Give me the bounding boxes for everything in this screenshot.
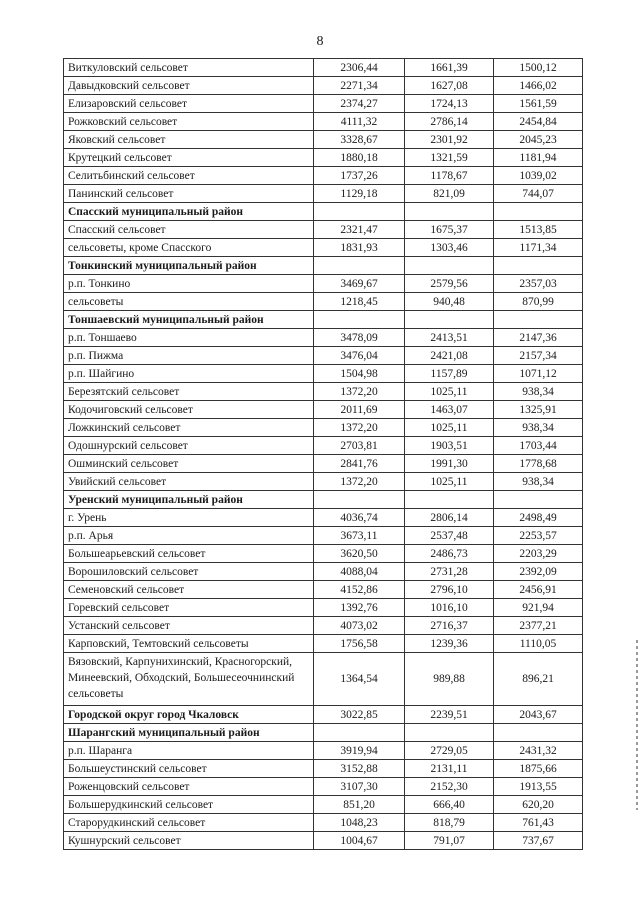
row-name-cell: Панинский сельсовет: [64, 185, 314, 203]
row-value-cell-3: 2357,03: [494, 275, 583, 293]
table-row-section-header: [64, 706, 583, 724]
row-name-cell: р.п. Шаранга: [64, 742, 314, 760]
row-value-cell-2: 1239,36: [405, 635, 494, 653]
row-name-cell: Большерудкинский сельсовет: [64, 796, 314, 814]
table-body: [64, 59, 583, 850]
row-name-cell: Увийский сельсовет: [64, 473, 314, 491]
row-value-cell-3: [494, 724, 583, 742]
row-value-cell-2: 821,09: [405, 185, 494, 203]
table-row: [64, 760, 583, 778]
row-value-cell-2: 989,88: [405, 653, 494, 706]
page-number: 8: [316, 34, 324, 49]
row-name-cell: Ворошиловский сельсовет: [64, 563, 314, 581]
row-name-cell: Городской округ город Чкаловск: [64, 706, 314, 724]
table-row: [64, 832, 583, 850]
row-value-cell-2: 2239,51: [405, 706, 494, 724]
row-value-cell-1: 3476,04: [314, 347, 405, 365]
row-value-cell-3: 921,94: [494, 599, 583, 617]
table-row: [64, 221, 583, 239]
row-value-cell-3: 1071,12: [494, 365, 583, 383]
row-name-cell: Крутецкий сельсовет: [64, 149, 314, 167]
row-value-cell-3: 1325,91: [494, 401, 583, 419]
row-value-cell-2: 1627,08: [405, 77, 494, 95]
row-value-cell-1: [314, 491, 405, 509]
row-value-cell-1: 3478,09: [314, 329, 405, 347]
row-value-cell-2: 2152,30: [405, 778, 494, 796]
row-value-cell-1: 1129,18: [314, 185, 405, 203]
row-name-cell: Горевский сельсовет: [64, 599, 314, 617]
row-value-cell-2: 2796,10: [405, 581, 494, 599]
table-row: [64, 581, 583, 599]
row-value-cell-1: 1372,20: [314, 419, 405, 437]
row-value-cell-2: 2786,14: [405, 113, 494, 131]
row-value-cell-1: 1218,45: [314, 293, 405, 311]
row-value-cell-3: 1561,59: [494, 95, 583, 113]
row-value-cell-2: 2716,37: [405, 617, 494, 635]
row-value-cell-2: 1991,30: [405, 455, 494, 473]
row-name-cell: р.п. Пижма: [64, 347, 314, 365]
row-value-cell-1: 851,20: [314, 796, 405, 814]
row-value-cell-3: 938,34: [494, 473, 583, 491]
row-value-cell-2: 2731,28: [405, 563, 494, 581]
table-row: [64, 796, 583, 814]
row-name-cell: Старорудкинский сельсовет: [64, 814, 314, 832]
tariff-table: [63, 58, 583, 850]
table-row: [64, 473, 583, 491]
row-name-cell: Устанский сельсовет: [64, 617, 314, 635]
row-value-cell-2: [405, 311, 494, 329]
row-value-cell-2: 1321,59: [405, 149, 494, 167]
row-value-cell-3: 1171,34: [494, 239, 583, 257]
row-value-cell-1: 3919,94: [314, 742, 405, 760]
row-value-cell-3: [494, 203, 583, 221]
table-row: [64, 455, 583, 473]
row-name-cell: Елизаровский сельсовет: [64, 95, 314, 113]
row-value-cell-3: 1181,94: [494, 149, 583, 167]
row-name-cell: Спасский сельсовет: [64, 221, 314, 239]
row-value-cell-2: 1178,67: [405, 167, 494, 185]
row-value-cell-1: [314, 203, 405, 221]
row-value-cell-1: 1364,54: [314, 653, 405, 706]
row-value-cell-2: 940,48: [405, 293, 494, 311]
row-value-cell-2: 2806,14: [405, 509, 494, 527]
row-value-cell-3: 1466,02: [494, 77, 583, 95]
table-row: [64, 347, 583, 365]
row-name-cell: Кодочиговский сельсовет: [64, 401, 314, 419]
row-name-cell: Карповский, Темтовский сельсоветы: [64, 635, 314, 653]
table-row: [64, 635, 583, 653]
row-value-cell-2: 1016,10: [405, 599, 494, 617]
row-name-cell: Кушнурский сельсовет: [64, 832, 314, 850]
row-name-cell: Роженцовский сельсовет: [64, 778, 314, 796]
row-value-cell-2: 1025,11: [405, 383, 494, 401]
row-value-cell-1: 1372,20: [314, 473, 405, 491]
row-value-cell-2: 818,79: [405, 814, 494, 832]
row-value-cell-2: 1157,89: [405, 365, 494, 383]
row-name-cell: Спасский муниципальный район: [64, 203, 314, 221]
table-row: [64, 401, 583, 419]
row-name-cell: р.п. Тонкино: [64, 275, 314, 293]
row-value-cell-2: 2131,11: [405, 760, 494, 778]
row-name-cell: Вязовский, Карпунихинский, Красногорский, Минеевский, Обходский, Большесеочнинский сельсоветы: [64, 653, 314, 706]
table-row: [64, 509, 583, 527]
table-row: [64, 275, 583, 293]
row-value-cell-1: [314, 257, 405, 275]
row-value-cell-3: 2157,34: [494, 347, 583, 365]
row-value-cell-3: 761,43: [494, 814, 583, 832]
row-value-cell-2: [405, 257, 494, 275]
row-name-cell: Давыдковский сельсовет: [64, 77, 314, 95]
row-name-cell: р.п. Арья: [64, 527, 314, 545]
row-value-cell-3: 1513,85: [494, 221, 583, 239]
row-name-cell: Тоншаевский муниципальный район: [64, 311, 314, 329]
table-row: [64, 545, 583, 563]
row-value-cell-1: 3022,85: [314, 706, 405, 724]
row-value-cell-3: 1913,55: [494, 778, 583, 796]
row-value-cell-3: 1500,12: [494, 59, 583, 77]
row-value-cell-3: 737,67: [494, 832, 583, 850]
row-value-cell-2: [405, 724, 494, 742]
table-row: [64, 527, 583, 545]
row-value-cell-1: 1372,20: [314, 383, 405, 401]
row-value-cell-3: 896,21: [494, 653, 583, 706]
scan-edge-mark: [636, 640, 638, 810]
table-row: [64, 437, 583, 455]
table-row: [64, 167, 583, 185]
row-value-cell-3: 2498,49: [494, 509, 583, 527]
row-value-cell-3: 2045,23: [494, 131, 583, 149]
row-value-cell-2: 2579,56: [405, 275, 494, 293]
row-value-cell-3: [494, 311, 583, 329]
row-value-cell-2: 1724,13: [405, 95, 494, 113]
row-value-cell-1: 2011,69: [314, 401, 405, 419]
row-value-cell-2: 2301,92: [405, 131, 494, 149]
table-row: [64, 95, 583, 113]
row-value-cell-3: 1110,05: [494, 635, 583, 653]
row-name-cell: г. Урень: [64, 509, 314, 527]
table-row: [64, 131, 583, 149]
row-value-cell-3: [494, 257, 583, 275]
row-name-cell: Ложкинский сельсовет: [64, 419, 314, 437]
row-value-cell-3: 2431,32: [494, 742, 583, 760]
row-value-cell-3: 1778,68: [494, 455, 583, 473]
row-value-cell-3: 1875,66: [494, 760, 583, 778]
row-value-cell-1: 3673,11: [314, 527, 405, 545]
row-value-cell-3: 2203,29: [494, 545, 583, 563]
row-value-cell-1: 2841,76: [314, 455, 405, 473]
row-value-cell-1: 3107,30: [314, 778, 405, 796]
row-value-cell-3: 2147,36: [494, 329, 583, 347]
row-value-cell-3: 938,34: [494, 419, 583, 437]
row-value-cell-2: [405, 203, 494, 221]
row-value-cell-2: 2421,08: [405, 347, 494, 365]
table-row: [64, 149, 583, 167]
row-value-cell-1: [314, 311, 405, 329]
table-row-section-header: [64, 203, 583, 221]
row-name-cell: Ошминский сельсовет: [64, 455, 314, 473]
row-name-cell: Большеустинский сельсовет: [64, 760, 314, 778]
row-value-cell-3: [494, 491, 583, 509]
table-row: [64, 617, 583, 635]
table-row: [64, 563, 583, 581]
row-value-cell-1: 4111,32: [314, 113, 405, 131]
row-name-cell: Селитьбинский сельсовет: [64, 167, 314, 185]
table-row-section-header: [64, 257, 583, 275]
table-row: [64, 814, 583, 832]
row-value-cell-1: 1737,26: [314, 167, 405, 185]
row-value-cell-1: 4073,02: [314, 617, 405, 635]
table-row: [64, 653, 583, 706]
row-value-cell-2: 2413,51: [405, 329, 494, 347]
row-value-cell-3: 2043,67: [494, 706, 583, 724]
row-name-cell: Виткуловский сельсовет: [64, 59, 314, 77]
row-value-cell-2: 1675,37: [405, 221, 494, 239]
row-value-cell-1: 4088,04: [314, 563, 405, 581]
row-value-cell-3: 1039,02: [494, 167, 583, 185]
table-row-section-header: [64, 491, 583, 509]
row-value-cell-3: 620,20: [494, 796, 583, 814]
row-value-cell-3: 1703,44: [494, 437, 583, 455]
row-value-cell-2: 1903,51: [405, 437, 494, 455]
table-row: [64, 365, 583, 383]
row-value-cell-3: 2454,84: [494, 113, 583, 131]
table-row-section-header: [64, 311, 583, 329]
row-name-cell: р.п. Шайгино: [64, 365, 314, 383]
table-row: [64, 239, 583, 257]
row-value-cell-3: 870,99: [494, 293, 583, 311]
table-row: [64, 599, 583, 617]
row-value-cell-2: 791,07: [405, 832, 494, 850]
table-row: [64, 59, 583, 77]
row-value-cell-3: 2392,09: [494, 563, 583, 581]
row-value-cell-1: 3620,50: [314, 545, 405, 563]
row-value-cell-1: 1831,93: [314, 239, 405, 257]
row-value-cell-2: 666,40: [405, 796, 494, 814]
row-name-cell: сельсоветы, кроме Спасского: [64, 239, 314, 257]
row-value-cell-1: 1880,18: [314, 149, 405, 167]
row-value-cell-2: 1025,11: [405, 473, 494, 491]
row-value-cell-1: 4036,74: [314, 509, 405, 527]
row-value-cell-3: 744,07: [494, 185, 583, 203]
row-value-cell-1: 1004,67: [314, 832, 405, 850]
table-row: [64, 778, 583, 796]
row-value-cell-1: 3469,67: [314, 275, 405, 293]
row-value-cell-1: [314, 724, 405, 742]
row-name-cell: р.п. Тоншаево: [64, 329, 314, 347]
row-value-cell-1: 1756,58: [314, 635, 405, 653]
row-value-cell-2: 2486,73: [405, 545, 494, 563]
row-name-cell: Яковский сельсовет: [64, 131, 314, 149]
table-row: [64, 185, 583, 203]
table-row: [64, 329, 583, 347]
row-name-cell: Рожковский сельсовет: [64, 113, 314, 131]
row-value-cell-2: 2537,48: [405, 527, 494, 545]
row-name-cell: Уренский муниципальный район: [64, 491, 314, 509]
table-row: [64, 113, 583, 131]
row-name-cell: Семеновский сельсовет: [64, 581, 314, 599]
row-value-cell-3: 2253,57: [494, 527, 583, 545]
table-row: [64, 383, 583, 401]
row-value-cell-1: 2703,81: [314, 437, 405, 455]
row-value-cell-3: 938,34: [494, 383, 583, 401]
row-value-cell-2: [405, 491, 494, 509]
row-value-cell-1: 2321,47: [314, 221, 405, 239]
row-value-cell-1: 3152,88: [314, 760, 405, 778]
row-value-cell-2: 1463,07: [405, 401, 494, 419]
row-value-cell-1: 2306,44: [314, 59, 405, 77]
row-name-cell: Одошнурский сельсовет: [64, 437, 314, 455]
row-name-cell: Березятский сельсовет: [64, 383, 314, 401]
table-row: [64, 742, 583, 760]
row-name-cell: Большеарьевский сельсовет: [64, 545, 314, 563]
table-row: [64, 293, 583, 311]
table-row: [64, 77, 583, 95]
row-value-cell-3: 2377,21: [494, 617, 583, 635]
row-value-cell-1: 2374,27: [314, 95, 405, 113]
row-name-cell: сельсоветы: [64, 293, 314, 311]
row-value-cell-2: 1025,11: [405, 419, 494, 437]
row-value-cell-1: 1504,98: [314, 365, 405, 383]
row-name-cell: Шарангский муниципальный район: [64, 724, 314, 742]
row-value-cell-3: 2456,91: [494, 581, 583, 599]
row-value-cell-1: 4152,86: [314, 581, 405, 599]
row-name-cell: Тонкинский муниципальный район: [64, 257, 314, 275]
row-value-cell-1: 1048,23: [314, 814, 405, 832]
row-value-cell-2: 1661,39: [405, 59, 494, 77]
row-value-cell-1: 2271,34: [314, 77, 405, 95]
row-value-cell-2: 2729,05: [405, 742, 494, 760]
row-value-cell-1: 3328,67: [314, 131, 405, 149]
row-value-cell-1: 1392,76: [314, 599, 405, 617]
table-row: [64, 419, 583, 437]
row-value-cell-2: 1303,46: [405, 239, 494, 257]
table-row-section-header: [64, 724, 583, 742]
